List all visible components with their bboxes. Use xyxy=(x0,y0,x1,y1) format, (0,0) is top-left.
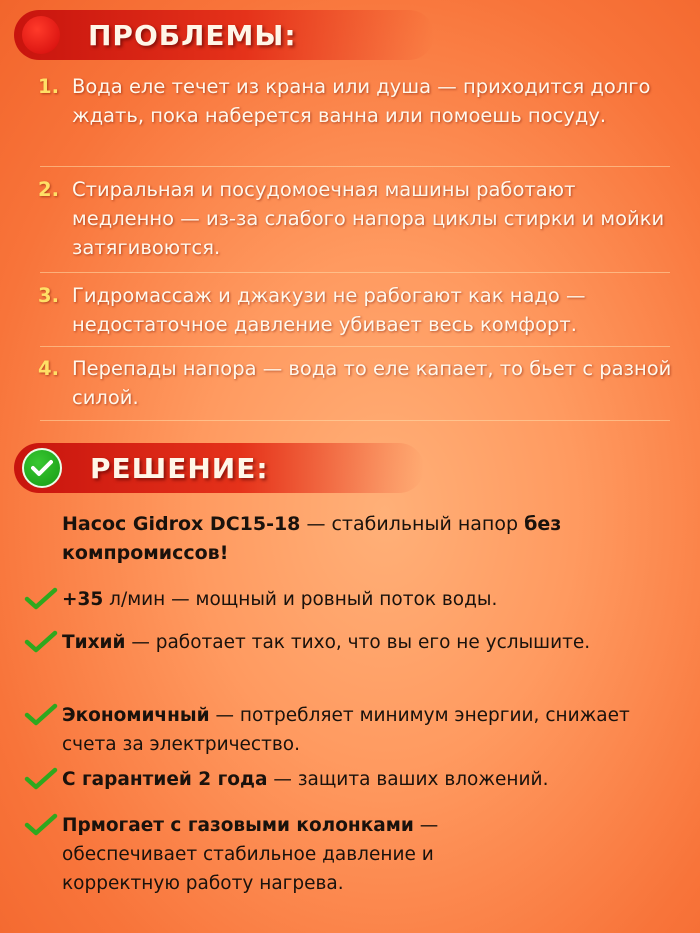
red-dot-icon xyxy=(22,16,60,54)
feature-bold: Прмогает с газовыми колонками xyxy=(62,815,414,836)
problem-text: Перепады напора — вода то еле капает, то бьет с разной силой. xyxy=(72,357,672,409)
feature-text: — защита ваших вложений. xyxy=(267,769,549,790)
divider xyxy=(40,166,670,167)
solution-title: РЕШЕНИЕ: xyxy=(90,451,269,485)
checkmark-icon xyxy=(24,767,58,791)
feature-text: — обеспечивает стабильное давление и корректную работу нагрева. xyxy=(62,815,439,894)
checkmark-icon xyxy=(24,813,58,837)
divider xyxy=(40,272,670,273)
feature-text: л/мин — мощный и ровный поток воды. xyxy=(103,589,498,610)
solution-intro xyxy=(62,510,662,568)
problem-item-2 xyxy=(38,175,678,262)
feature-bold: Экономичный xyxy=(62,705,210,726)
divider xyxy=(40,420,670,421)
problem-number: 3. xyxy=(38,284,59,307)
problems-title: ПРОБЛЕМЫ: xyxy=(88,18,297,52)
problem-number: 1. xyxy=(38,75,59,98)
problem-item-1 xyxy=(38,72,678,130)
problem-text: Стиральная и посудомоечная машины работают медленно — из-за слабого напора циклы стирки и мойки затягивоются. xyxy=(72,178,665,259)
problem-number: 4. xyxy=(38,357,59,380)
problems-banner xyxy=(14,10,434,60)
feature-item-1 xyxy=(24,585,674,614)
checkmark-icon xyxy=(24,630,58,654)
checkmark-icon xyxy=(24,587,58,611)
green-check-circle-icon xyxy=(22,448,62,488)
intro-text: — стабильный напор xyxy=(300,513,525,535)
feature-item-2 xyxy=(24,628,674,657)
feature-bold: +35 xyxy=(62,589,104,610)
feature-text: — работает так тихо, что вы его не услышите. xyxy=(125,632,591,653)
feature-bold: С гарантией 2 года xyxy=(62,769,268,790)
problem-text: Вода еле течет из крана или душа — приходится долго ждать, пока наберется ванна или помоешь посуду. xyxy=(72,75,651,127)
checkmark-icon xyxy=(24,703,58,727)
feature-bold: Тихий xyxy=(62,632,126,653)
solution-banner xyxy=(14,443,424,493)
feature-item-3 xyxy=(24,701,674,759)
problem-item-3 xyxy=(38,281,678,339)
problem-text: Гидромассаж и джакузи не рабогают как надо — недостаточное давление убивает весь комфорт. xyxy=(72,284,586,336)
feature-item-5 xyxy=(24,811,674,898)
product-name: Насос Gidrox DC15-18 xyxy=(62,513,301,535)
feature-item-4 xyxy=(24,765,674,794)
problem-item-4 xyxy=(38,354,678,412)
feature-text: — потребляет минимум энергии, снижает счета за электричество. xyxy=(62,705,630,755)
intro-emphasis: без компромиссов! xyxy=(62,513,562,564)
divider xyxy=(40,346,670,347)
problem-number: 2. xyxy=(38,178,59,201)
